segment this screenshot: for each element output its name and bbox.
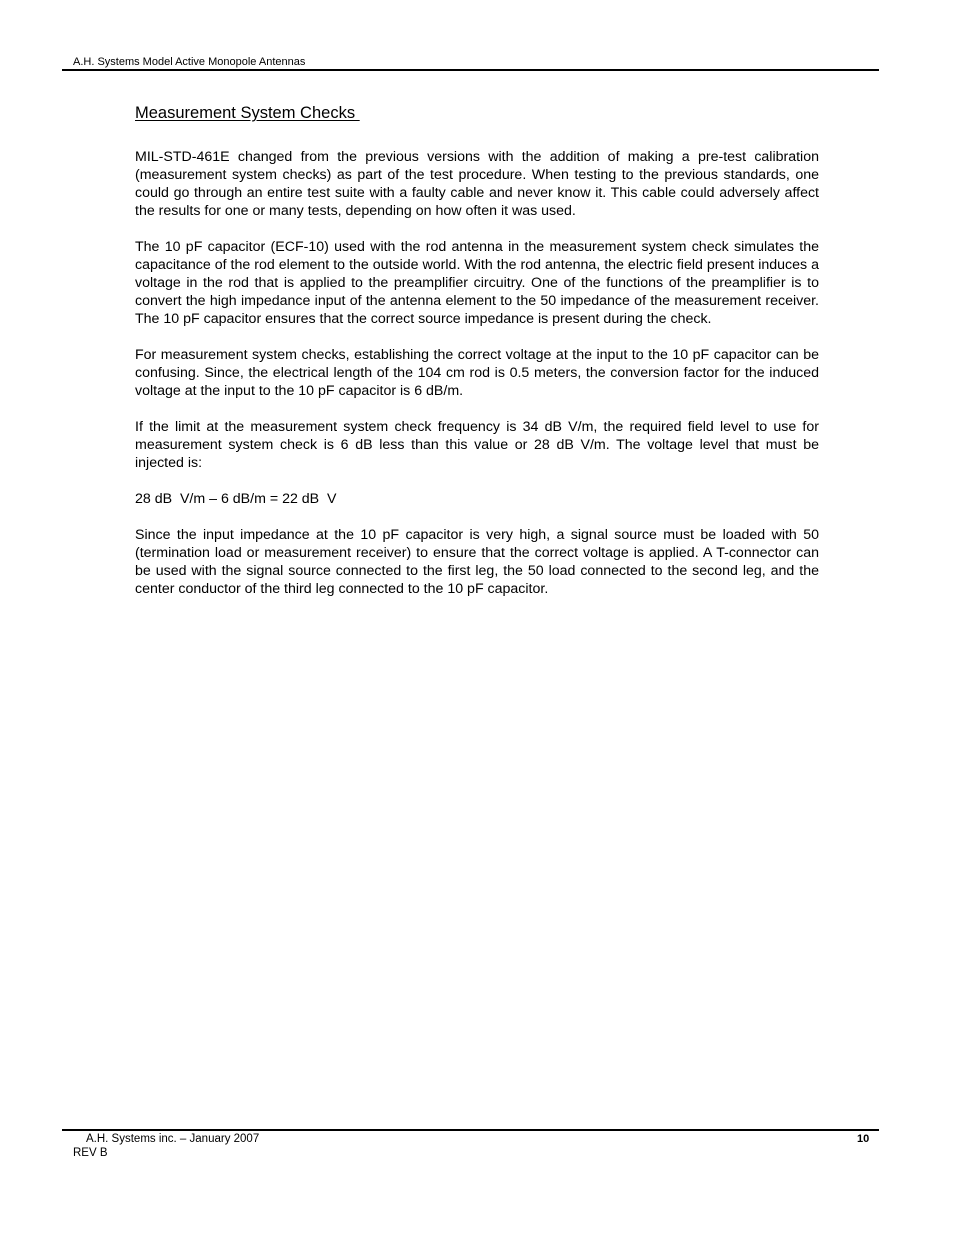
paragraph-conversion-factor: For measurement system checks, establishing the correct voltage at the input to the 10 pF capacitor can be confusing. Since, the electrical length of the 104 cm rod is 0.5 meters, the conversion factor for the induced voltage at the input to the 10 pF capacitor is 6 dB/m. (135, 347, 819, 399)
header-rule (62, 69, 879, 71)
footer-rule (62, 1129, 879, 1131)
page-number: 10 (857, 1133, 870, 1145)
page-body (135, 103, 819, 616)
paragraph-mil-std-461e: MIL-STD-461E changed from the previous versions with the addition of making a pre-test calibration (measurement system checks) as part of the test procedure. When testing to the previous standards, one could go through an entire test suite with a faulty cable and never know it. This cable could adversely affect the results for one or many tests, depending on how often it was used. (135, 149, 819, 219)
paragraph-signal-source: Since the input impedance at the 10 pF capacitor is very high, a signal source must be loaded with 50 (termination load or measurement receiver) to ensure that the correct voltage is applied. A T-connector can be used with the signal source connected to the first leg, the 50 load connected to the second leg, and the center conductor of the third leg connected to the 10 pF capacitor. (135, 527, 819, 597)
footer-revision: REV B (73, 1147, 108, 1159)
paragraph-capacitor: The 10 pF capacitor (ECF-10) used with the rod antenna in the measurement system check simulates the capacitance of the rod element to the outside world. With the rod antenna, the electric field present induces a voltage in the rod that is applied to the preamplifier circuitry. One of the functions of the preamplifier is to convert the high impedance input of the antenna element to the 50 impedance of the measurement receiver. The 10 pF capacitor ensures that the correct source impedance is present during the check. (135, 239, 819, 327)
paragraph-limit: If the limit at the measurement system check frequency is 34 dB V/m, the required field level to use for measurement system check is 6 dB less than this value or 28 dB V/m. The voltage level that must be injected is: (135, 419, 819, 471)
running-header: A.H. Systems Model Active Monopole Antennas (73, 56, 306, 68)
footer-company-date: A.H. Systems inc. – January 2007 (86, 1133, 260, 1145)
voltage-equation: 28 dB V/m – 6 dB/m = 22 dB V (135, 491, 337, 507)
section-title: Measurement System Checks (135, 104, 360, 122)
